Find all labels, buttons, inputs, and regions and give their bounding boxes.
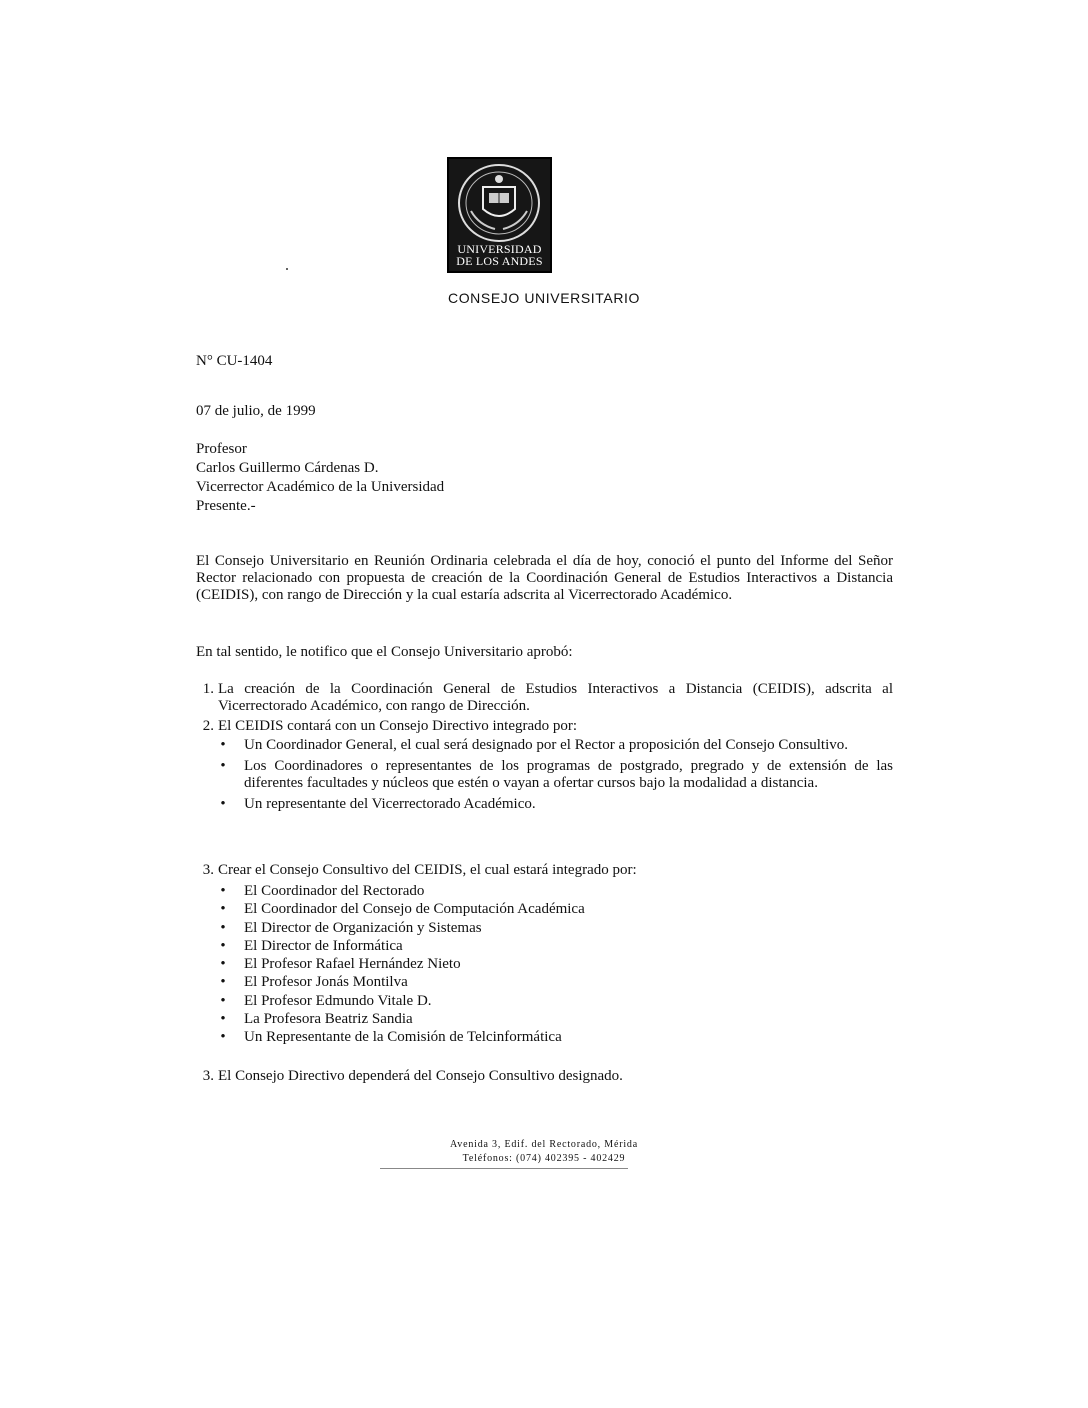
footer-phones: Teléfonos: (074) 402395 - 402429 xyxy=(462,1153,626,1164)
intro-paragraph: En tal sentido, le notifico que el Consejo Universitario aprobó: xyxy=(196,644,573,660)
addressee-closing: Presente.- xyxy=(196,498,256,514)
list-item: • El Director de Organización y Sistemas xyxy=(218,919,893,937)
bullet-icon: • xyxy=(220,992,226,1009)
addressee-title: Profesor xyxy=(196,441,247,457)
letterhead-footer xyxy=(0,1138,1088,1166)
addressee-block xyxy=(196,440,444,516)
list-number: 3. xyxy=(202,1068,214,1084)
list-item: • El Coordinador del Consejo de Computación Académica xyxy=(218,900,893,918)
list-number: 3. xyxy=(202,862,214,878)
list-item: • El Profesor Edmundo Vitale D. xyxy=(218,992,893,1010)
consultative-council-members xyxy=(218,882,893,1047)
list-item: • La Profesora Beatriz Sandia xyxy=(218,1010,893,1028)
list-item-text: Crear el Consejo Consultivo del CEIDIS, el cual estará integrado por: xyxy=(218,862,637,878)
list-item: • El Coordinador del Rectorado xyxy=(218,882,893,900)
list-item-4 xyxy=(202,1068,893,1085)
list-item-text: El CEIDIS contará con un Consejo Directivo integrado por: xyxy=(218,718,578,734)
bullet-icon: • xyxy=(220,796,226,812)
list-item-3 xyxy=(202,862,893,879)
footer-divider xyxy=(380,1168,628,1169)
logo-text-line1: UNIVERSIDAD xyxy=(457,242,542,256)
document-number: N° CU-1404 xyxy=(196,353,273,369)
bullet-icon: • xyxy=(220,1011,226,1028)
council-title: CONSEJO UNIVERSITARIO xyxy=(447,290,641,306)
list-number: 1. xyxy=(202,681,214,697)
bullet-icon: • xyxy=(220,956,226,973)
list-item-text: El Consejo Directivo dependerá del Consejo Consultivo designado. xyxy=(218,1068,623,1084)
list-item: • Un Representante de la Comisión de Telcinformática xyxy=(218,1028,893,1046)
bullet-icon: • xyxy=(220,937,226,954)
list-item: • El Profesor Jonás Montilva xyxy=(218,973,893,991)
list-item: • Los Coordinadores o representantes de los programas de postgrado, pregrado y de extensión de las diferentes facultades y núcleos que estén o vayan a ofertar cursos bajo la modalidad a distancia. xyxy=(218,758,893,792)
list-item-1 xyxy=(202,681,893,715)
list-number: 2. xyxy=(202,718,214,734)
list-item-text: La creación de la Coordinación General de Estudios Interactivos a Distancia (CEIDIS), adscrita al Vicerrectorado Académico, con rango de Dirección. xyxy=(218,681,893,714)
list-item: • El Profesor Rafael Hernández Nieto xyxy=(218,955,893,973)
bullet-icon: • xyxy=(220,883,226,899)
bullet-icon: • xyxy=(220,758,226,774)
scan-speck xyxy=(286,268,288,270)
footer-address: Avenida 3, Edif. del Rectorado, Mérida xyxy=(450,1139,638,1150)
list-item: • Un Coordinador General, el cual será designado por el Rector a proposición del Consejo Consultivo. xyxy=(218,737,893,754)
bullet-icon: • xyxy=(220,974,226,991)
directive-council-members xyxy=(218,737,893,813)
list-item-2 xyxy=(202,718,893,735)
list-item: • Un representante del Vicerrectorado Académico. xyxy=(218,796,893,813)
addressee-position: Vicerrector Académico de la Universidad xyxy=(196,479,445,495)
university-logo xyxy=(447,157,552,273)
addressee-name: Carlos Guillermo Cárdenas D. xyxy=(196,460,379,476)
bullet-icon: • xyxy=(220,919,226,936)
bullet-icon: • xyxy=(220,901,226,918)
bullet-icon: • xyxy=(220,1029,226,1046)
body-paragraph: El Consejo Universitario en Reunión Ordinaria celebrada el día de hoy, conoció el punto del Informe del Señor Rector relacionado con propuesta de creación de la Coordinación General de Estudios Interactivos a Distancia (CEIDIS), con rango de Dirección y la cual estaría adscrita al Vicerrectorado Académico. xyxy=(196,553,893,603)
logo-text-line2: DE LOS ANDES xyxy=(456,254,543,268)
list-item: • El Director de Informática xyxy=(218,937,893,955)
document-date: 07 de julio, de 1999 xyxy=(196,403,316,419)
bullet-icon: • xyxy=(220,737,226,753)
